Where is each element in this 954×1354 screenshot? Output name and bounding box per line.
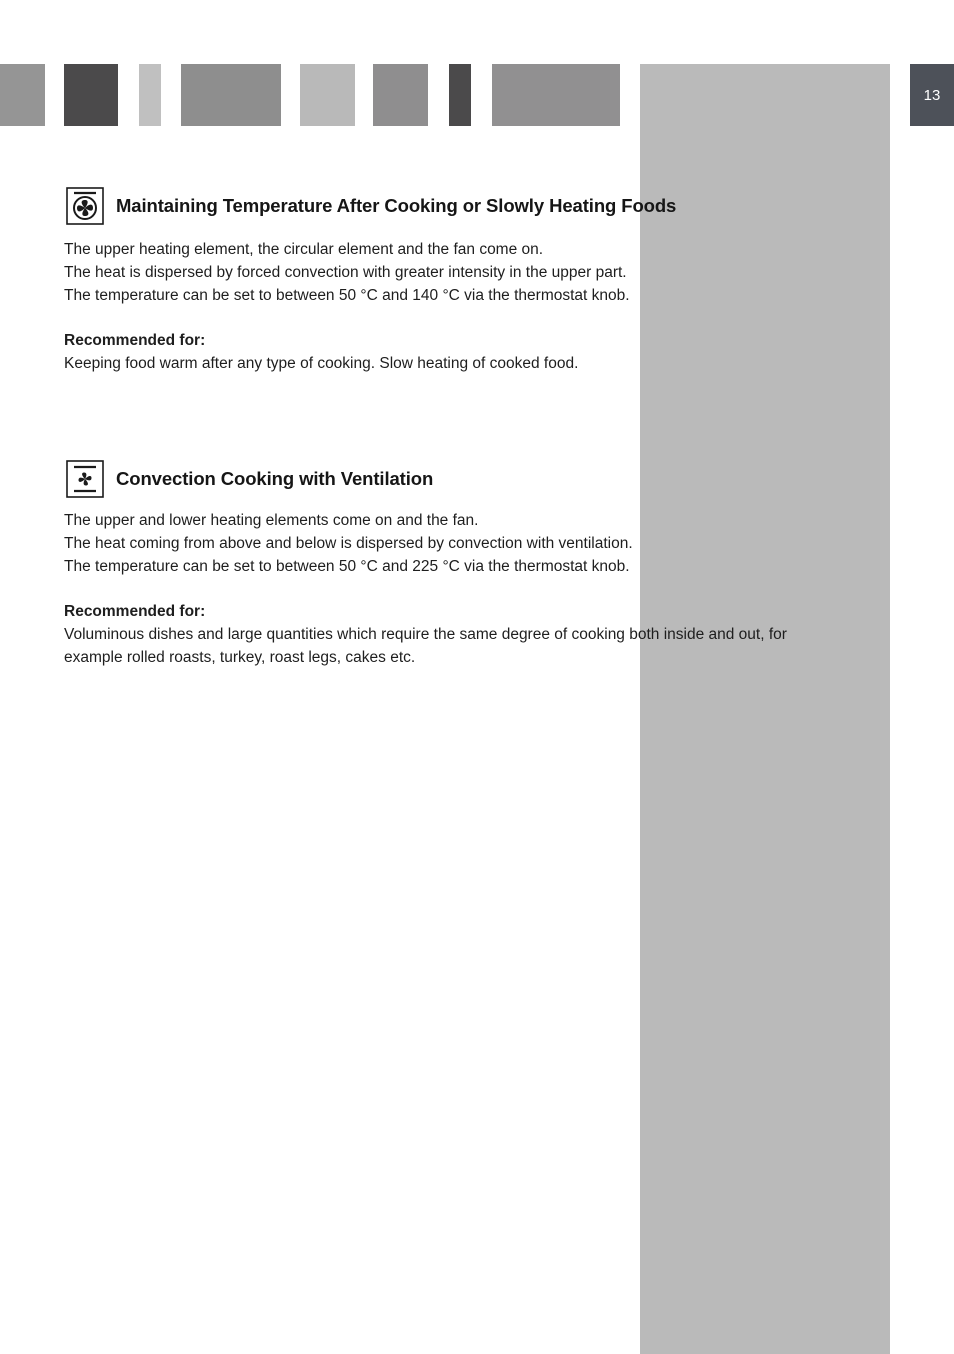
description-line: The upper and lower heating elements come on and the fan.: [64, 512, 479, 529]
header-block-5: [300, 64, 355, 126]
description-line: The heat is dispersed by forced convection with greater intensity in the upper part.: [64, 264, 627, 281]
header-block-1: [0, 64, 45, 126]
section-header: [64, 460, 844, 502]
header-block-6: [373, 64, 428, 126]
header-block-8: [492, 64, 620, 126]
section-title: Maintaining Temperature After Cooking or Slowly Heating Foods: [116, 195, 677, 216]
description-line: The upper heating element, the circular element and the fan come on.: [64, 241, 544, 258]
section-convection-ventilation: [64, 460, 844, 669]
section-maintaining-temperature: [64, 187, 844, 375]
recommended-label: Recommended for:: [64, 603, 206, 620]
recommended-label: Recommended for:: [64, 332, 206, 349]
header-block-2: [64, 64, 118, 126]
fan-with-upper-element-icon: [66, 187, 104, 225]
description-line: The temperature can be set to between 50 °C and 140 °C via the thermostat knob.: [64, 287, 630, 304]
header-block-7: [449, 64, 471, 126]
description: [64, 509, 844, 578]
recommended-text: Keeping food warm after any type of cooking. Slow heating of cooked food.: [64, 355, 579, 372]
header-block-3: [139, 64, 161, 126]
section-header: [64, 187, 844, 229]
section-title: Convection Cooking with Ventilation: [116, 468, 434, 489]
description-line: The heat coming from above and below is dispersed by convection with ventilation.: [64, 535, 633, 552]
description: [64, 238, 844, 307]
upper-lower-elements-fan-icon: [66, 460, 104, 498]
description-line: The temperature can be set to between 50 °C and 225 °C via the thermostat knob.: [64, 558, 630, 575]
header-block-4: [181, 64, 281, 126]
page-number: 13: [910, 64, 954, 126]
recommended-text: Voluminous dishes and large quantities which require the same degree of cooking both inside and out, for example rolled roasts, turkey, roast legs, cakes etc.: [64, 626, 787, 666]
